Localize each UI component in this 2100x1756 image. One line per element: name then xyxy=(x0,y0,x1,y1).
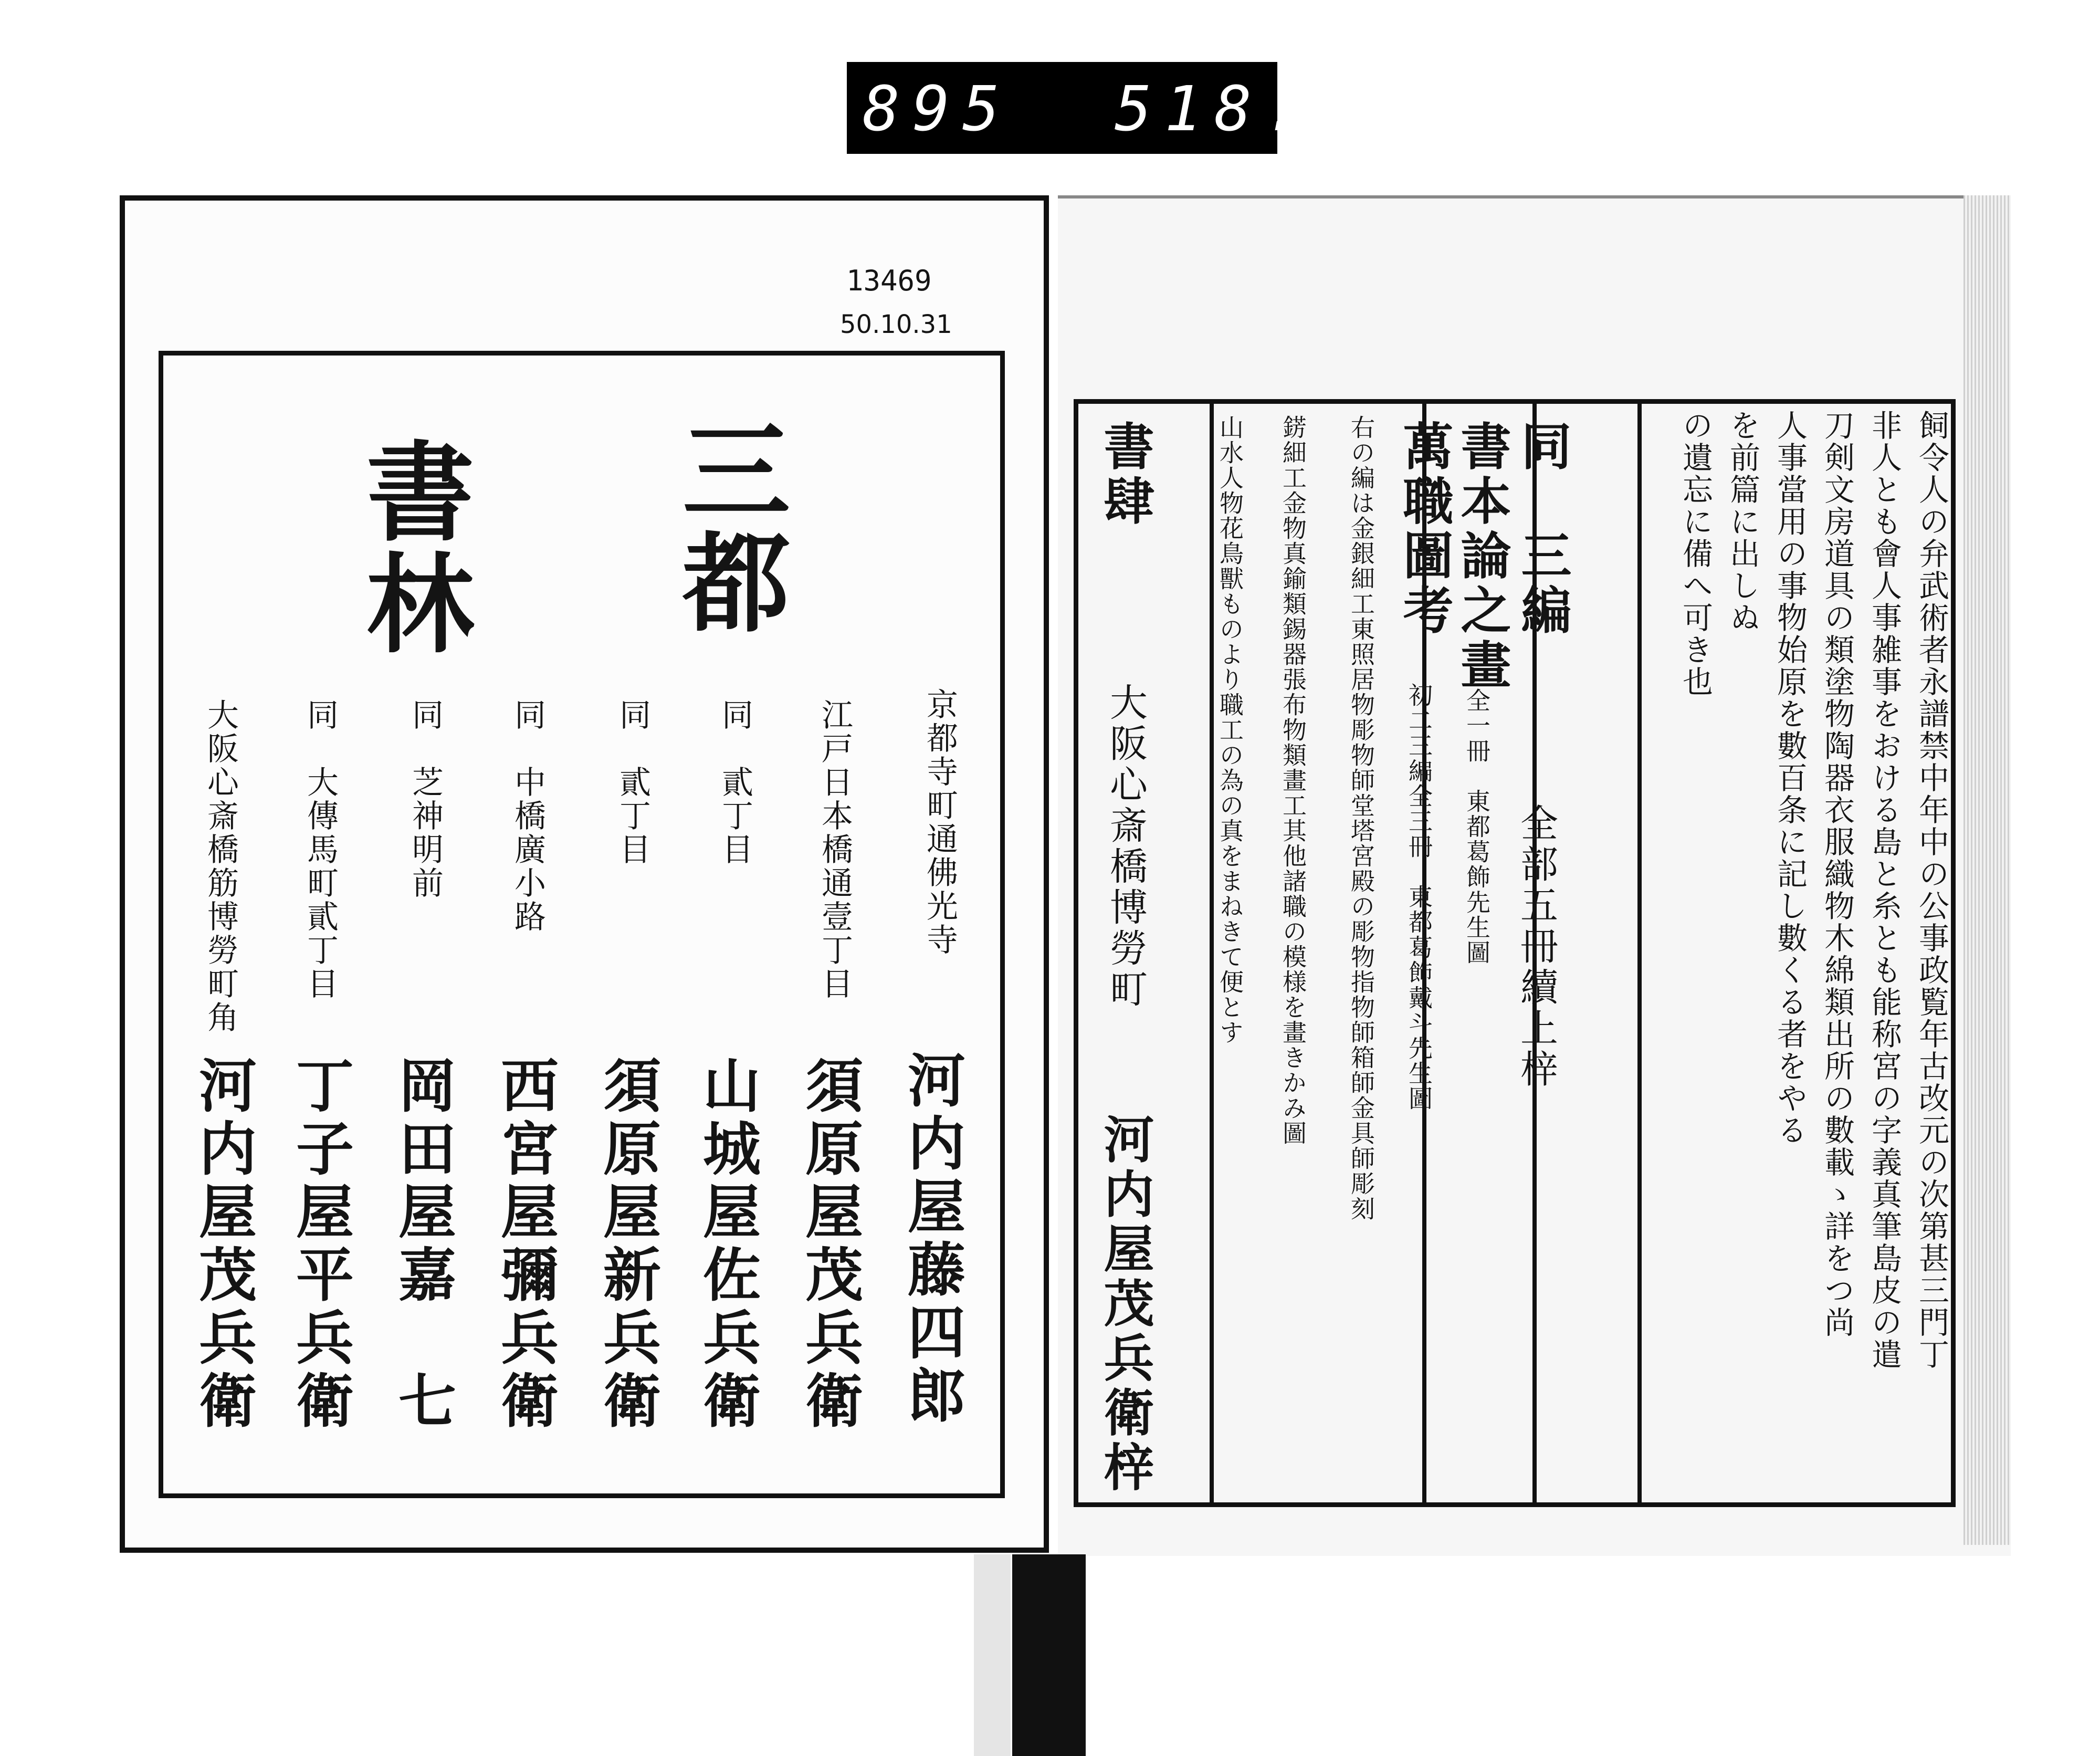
body-line-3: 刀剣文房道具の類塗物陶器衣服織物木綿類出所の數載ゝ詳をつ尚 xyxy=(1819,410,1855,1339)
spine-strip xyxy=(974,1554,1011,1756)
accession-number: 13469 xyxy=(846,264,932,297)
publisher-list-frame xyxy=(159,351,1005,1498)
entry-6-shop: 岡田屋嘉 七 xyxy=(389,1055,457,1434)
column-rule xyxy=(1210,404,1214,1502)
page-edge xyxy=(1964,195,2011,1545)
entry-5-address: 同 中橋廣小路 xyxy=(509,698,546,934)
entry-4-address: 同 貳丁目 xyxy=(614,698,651,866)
entry-8-address: 大阪心斎橋筋博勞町角 xyxy=(202,698,239,1034)
desc-line-2: 錺細工金物真鍮類錫器張布物類畫工其他諸職の模様を畫きかみ圖 xyxy=(1279,415,1307,1146)
publisher-name: 河内屋茂兵衛梓 xyxy=(1096,1113,1155,1496)
book-note-2: 全一冊 東都葛飾先生圖 xyxy=(1463,688,1491,965)
entry-2-address: 江戸日本橋通壹丁目 xyxy=(816,698,853,1001)
entry-7-shop: 丁子屋平兵衛 xyxy=(287,1055,354,1434)
sequel-label: 同 三編 xyxy=(1513,420,1572,639)
entry-1-address: 京都寺町通佛光寺 xyxy=(921,688,958,957)
book-note-3: 初二三編全三冊 東都葛飾戴斗先生圖 xyxy=(1405,683,1433,1111)
desc-line-3: 山水人物花鳥獸ものより職工の為の真をまねきて便とす xyxy=(1216,415,1244,1045)
body-line-2: 非人とも會人事雑事をおける島と糸とも能称宮の字義真筆島皮の遣 xyxy=(1866,410,1902,1371)
publisher-address: 大阪心斎橋博勞町 xyxy=(1104,683,1148,1010)
column-rule xyxy=(1637,404,1642,1502)
entry-8-shop: 河内屋茂兵衛 xyxy=(190,1055,257,1434)
body-line-6: の遺忘に備へ可き也 xyxy=(1677,410,1713,698)
sequel-note: 全部五冊續上梓 xyxy=(1514,803,1558,1090)
publisher-label: 書肆 xyxy=(1096,420,1155,529)
accession-date: 50.10.31 xyxy=(840,310,952,339)
call-number-right: 518. xyxy=(1115,72,1315,145)
title-sanito: 三都 xyxy=(664,415,790,639)
entry-3-address: 同 貳丁目 xyxy=(717,698,753,866)
body-line-4: 人事當用の事物始原を數百条に記し數くる者をやる xyxy=(1772,410,1808,1146)
entry-6-address: 同 芝神明前 xyxy=(407,698,444,900)
entry-2-shop: 須原屋茂兵衛 xyxy=(796,1055,864,1434)
desc-line-1: 右の編は金銀細工東照居物彫物師堂塔宮殿の彫物指物師箱師金具師彫刻 xyxy=(1347,415,1376,1221)
entry-4-shop: 須原屋新兵衛 xyxy=(594,1055,662,1434)
title-shorin: 書林 xyxy=(348,436,474,660)
entry-1-shop: 河内屋藤四郎 xyxy=(898,1050,966,1428)
call-number-left: 895 xyxy=(863,72,1013,145)
call-number-label xyxy=(847,62,1315,154)
body-line-1: 飼令人の弁武術者永譜禁中年中の公事政覧年古改元の次第甚三門丁 xyxy=(1914,410,1949,1371)
entry-3-shop: 山城屋佐兵衛 xyxy=(694,1055,761,1434)
entry-5-shop: 西宮屋彌兵衛 xyxy=(491,1055,559,1434)
book-title-3: 萬職圖考 xyxy=(1395,420,1454,639)
book-title-2: 書本論之畫 xyxy=(1453,420,1512,693)
entry-7-address: 同 大傳馬町貳丁目 xyxy=(302,698,339,1001)
body-line-5: を前篇に出しぬ xyxy=(1725,410,1760,634)
book-spine xyxy=(1012,1554,1086,1756)
